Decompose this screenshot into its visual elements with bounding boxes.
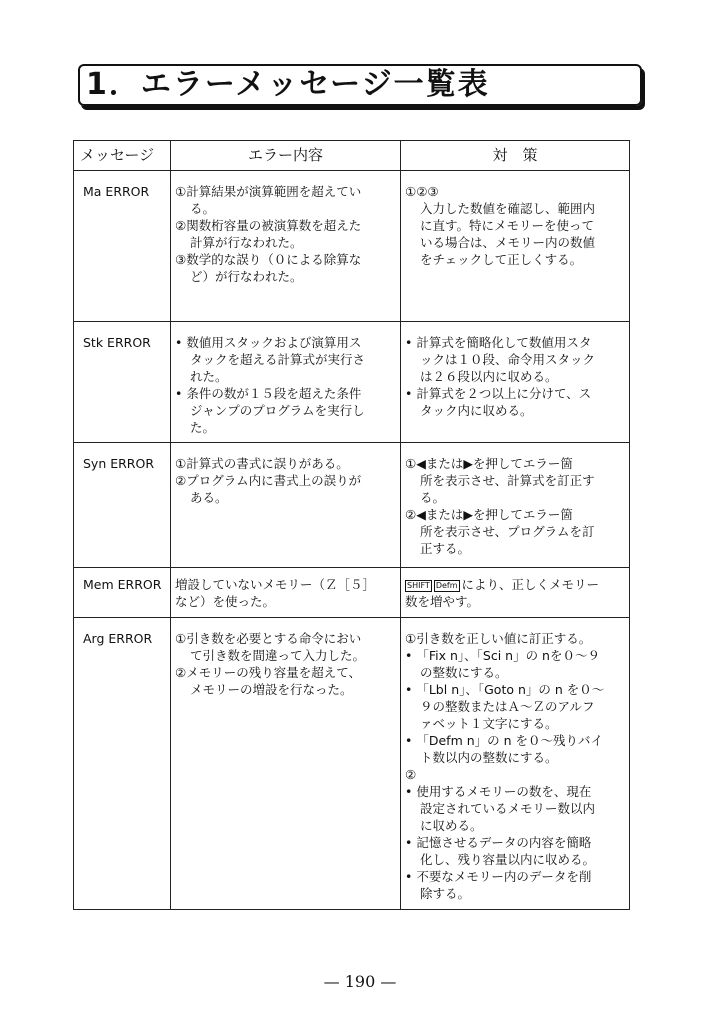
table-row (74, 171, 630, 322)
countermeasure: • 計算式を簡略化して数値用スタ ックは１０段、命令用スタック は２６段以内に収める。 • 計算式を２つ以上に分けて、ス タック内に収める。 (401, 322, 630, 443)
page-number: — 190 — (323, 972, 397, 991)
error-content: 増設していないメモリー（Ｚ［５］ など）を使った。 (171, 568, 401, 618)
message-name: Mem ERROR (74, 568, 171, 618)
shift-key-icon: SHIFT (407, 581, 430, 590)
error-content: • 数値用スタックおよび演算用ス タックを超える計算式が実行さ れた。 • 条件の数が１５段を超えた条件 ジャンプのプログラムを実行し た。 (171, 322, 401, 443)
error-content: ①計算結果が演算範囲を超えてい る。 ②関数桁容量の被演算数を超えた 計算が行なわれた。 ③数学的な誤り（０による除算な ど）が行なわれた。 (171, 171, 401, 322)
countermeasure: ①引き数を正しい値に訂正する。 • 「Fix n」、「Sci n」の nを０～９ の整数にする。 • 「Lbl n」、「Goto n」の n を０～ ９の整数またはＡ～Ｚのアルフ ァベット１文字にする。 • 「Defm n」の n を０～残りバイ ト数以内の整数にする。 ② • 使用するメモリーの数を、現在 設定されているメモリー数以内 に収める。 • 記憶させるデータの内容を簡略 化し、残り容量以内に収める。 • 不要なメモリー内のデータを削 除する。 (401, 618, 630, 910)
page-title: 1．エラーメッセージ一覧表 (86, 67, 490, 102)
header-countermeasure: 対 策 (401, 141, 630, 171)
defm-key-icon: Defm (435, 581, 458, 590)
table-row (74, 322, 630, 443)
countermeasure: SHIFT Defm により、正しくメモリー 数を増やす。 (401, 568, 630, 618)
message-name: Syn ERROR (74, 443, 171, 568)
error-content: ①引き数を必要とする命令におい て引き数を間違って入力した。 ②メモリーの残り容量を超えて、 メモリーの増設を行なった。 (171, 618, 401, 910)
page-title-box (78, 64, 642, 106)
header-message: メッセージ (74, 141, 171, 171)
message-name: Stk ERROR (74, 322, 171, 443)
table-header-row (74, 141, 630, 171)
message-name: Ma ERROR (74, 171, 171, 322)
table-row (74, 443, 630, 568)
table-row (74, 568, 630, 618)
table-row (74, 618, 630, 910)
countermeasure: ①②③ 入力した数値を確認し、範囲内 に直す。特にメモリーを使って いる場合は、メモリー内の数値 をチェックして正しくする。 (401, 171, 630, 322)
error-message-table (73, 140, 630, 910)
message-name: Arg ERROR (74, 618, 171, 910)
header-error-content: エラー内容 (171, 141, 401, 171)
error-content: ①計算式の書式に誤りがある。 ②プログラム内に書式上の誤りが ある。 (171, 443, 401, 568)
countermeasure: ①◀または▶を押してエラー箇 所を表示させ、計算式を訂正す る。 ②◀または▶を押してエラー箇 所を表示させ、プログラムを訂 正する。 (401, 443, 630, 568)
